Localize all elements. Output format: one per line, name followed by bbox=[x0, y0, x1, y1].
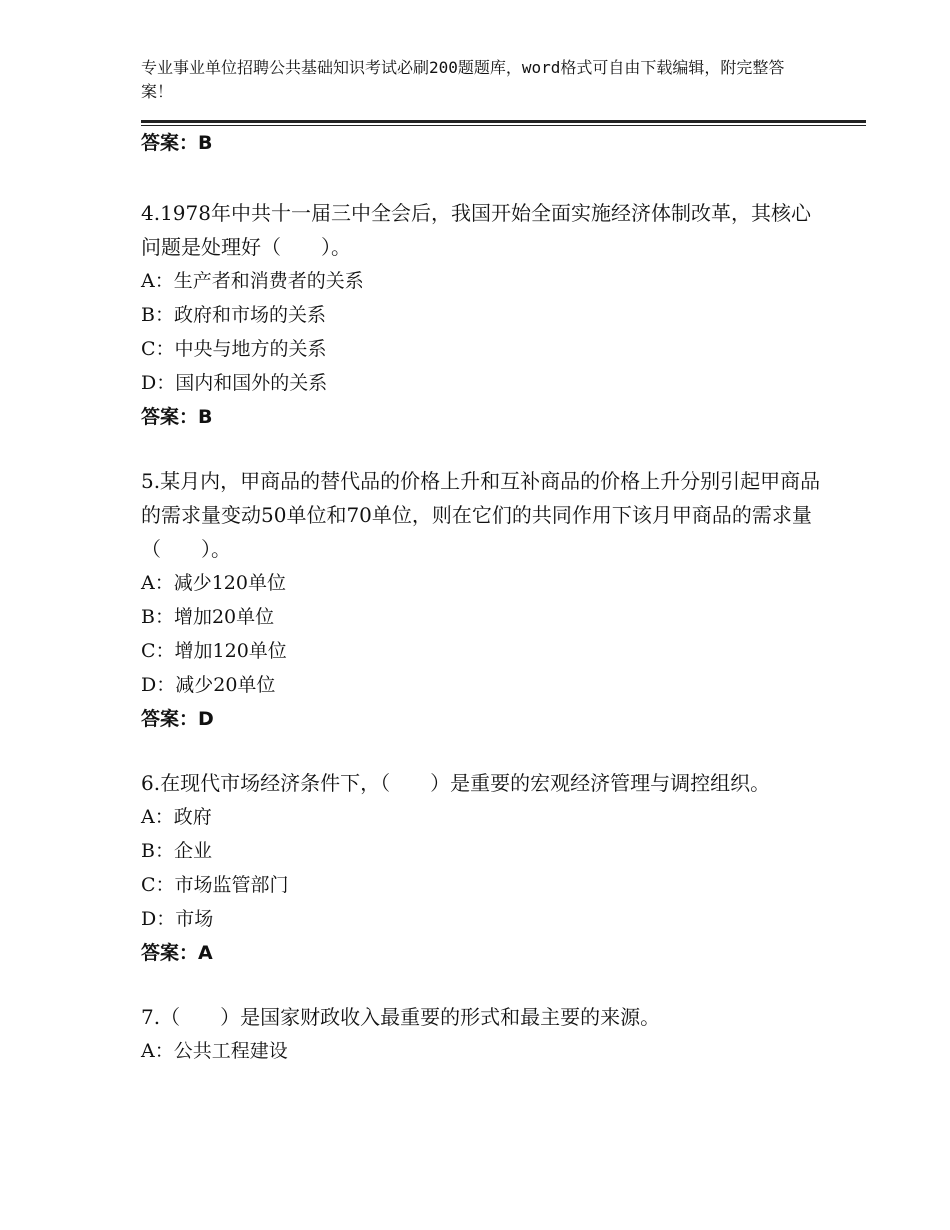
question-stem: 5.某月内，甲商品的替代品的价格上升和互补商品的价格上升分别引起甲商品的需求量变动50单位和70单位，则在它们的共同作用下该月甲商品的需求量（ ）。 bbox=[141, 469, 821, 561]
option-d: D：减少20单位 bbox=[141, 674, 276, 696]
option-a: A：生产者和消费者的关系 bbox=[141, 270, 364, 292]
option-c: C：市场监管部门 bbox=[141, 874, 289, 896]
question-6 bbox=[141, 766, 821, 965]
option-b: B：企业 bbox=[141, 840, 212, 862]
answer-q3: 答案：B bbox=[141, 132, 213, 154]
option-d: D：国内和国外的关系 bbox=[141, 372, 328, 394]
header-rule-thick bbox=[141, 120, 866, 123]
question-4 bbox=[141, 196, 821, 429]
answer-label: 答案：B bbox=[141, 406, 213, 428]
question-stem: 4.1978年中共十一届三中全会后，我国开始全面实施经济体制改革，其核心问题是处理好（ ）。 bbox=[141, 201, 811, 259]
option-b: B：增加20单位 bbox=[141, 606, 275, 628]
header-rule-thin bbox=[141, 125, 866, 126]
page-header: 专业事业单位招聘公共基础知识考试必刷200题题库，word格式可自由下载编辑，附完整答案！ bbox=[141, 58, 785, 101]
option-a: A：减少120单位 bbox=[141, 572, 286, 594]
question-stem: 7.（ ）是国家财政收入最重要的形式和最主要的来源。 bbox=[141, 1005, 661, 1029]
question-5 bbox=[141, 464, 821, 731]
option-d: D：市场 bbox=[141, 908, 214, 930]
option-a: A：公共工程建设 bbox=[141, 1040, 288, 1062]
option-c: C：中央与地方的关系 bbox=[141, 338, 327, 360]
question-list bbox=[141, 196, 821, 1103]
answer-label: 答案：D bbox=[141, 708, 214, 730]
answer-label: 答案：A bbox=[141, 942, 213, 964]
question-7 bbox=[141, 1000, 821, 1068]
question-stem: 6.在现代市场经济条件下，（ ）是重要的宏观经济管理与调控组织。 bbox=[141, 771, 771, 795]
option-a: A：政府 bbox=[141, 806, 212, 828]
option-c: C：增加120单位 bbox=[141, 640, 287, 662]
option-b: B：政府和市场的关系 bbox=[141, 304, 326, 326]
